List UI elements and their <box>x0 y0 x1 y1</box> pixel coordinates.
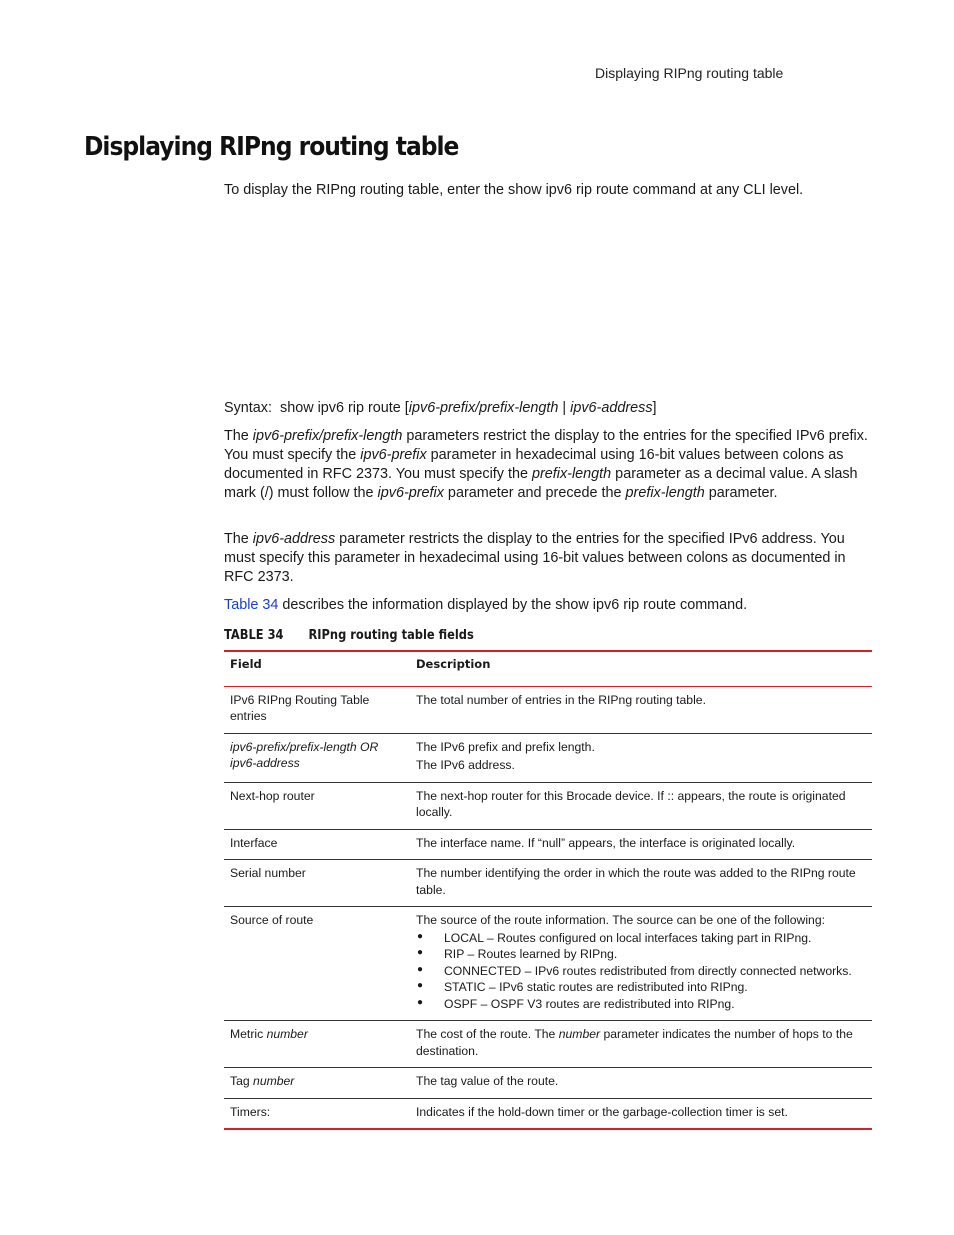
description-cell: The number identifying the order in which the route was added to the RIPng route table. <box>410 860 872 907</box>
field-cell: Source of route <box>224 907 410 1021</box>
param-name: ipv6-prefix <box>360 447 427 463</box>
table-row <box>224 860 872 907</box>
syntax-separator: | <box>558 400 571 416</box>
text: The <box>224 428 253 444</box>
text: The cost of the route. The <box>416 1027 559 1041</box>
table-row <box>224 686 872 733</box>
prefix-parameter-paragraph <box>224 427 872 503</box>
description-cell <box>410 733 872 782</box>
field-text: Metric <box>230 1027 267 1041</box>
table-row <box>224 782 872 829</box>
param-name: number <box>558 1027 601 1041</box>
text: parameter indicates the number of hops to the destination. <box>416 1027 853 1058</box>
description-line: The IPv6 prefix and prefix length. <box>416 739 595 754</box>
description-cell: The total number of entries in the RIPng routing table. <box>410 686 872 733</box>
table-row <box>224 1098 872 1129</box>
field-cell <box>224 1068 410 1099</box>
intro-text-before: To display the RIPng routing table, enter the <box>224 182 508 198</box>
table-number: TABLE 34 <box>224 628 284 643</box>
table-caption <box>224 628 794 643</box>
table-row <box>224 1021 872 1068</box>
field-param: ipv6-prefix/prefix-length OR ipv6-address <box>230 739 379 770</box>
text: describes the information displayed by the <box>278 597 556 613</box>
intro-paragraph <box>224 181 872 200</box>
text: parameter as a decimal value. A slash mark (/) must follow the <box>224 466 858 501</box>
field-cell <box>224 1021 410 1068</box>
header-field: Field <box>224 651 410 686</box>
address-parameter-paragraph <box>224 530 872 587</box>
description-cell <box>410 907 872 1021</box>
description-cell: The interface name. If “null” appears, the interface is originated locally. <box>410 829 872 860</box>
page-title: Displaying RIPng routing table <box>84 132 459 162</box>
text: The <box>224 531 253 547</box>
list-item: ● STATIC – IPv6 static routes are redistributed into RIPng. <box>416 979 866 996</box>
param-name: prefix-length <box>531 466 612 482</box>
list-item: ● LOCAL – Routes configured on local interfaces taking part in RIPng. <box>416 930 866 947</box>
text: parameter in hexadecimal using 16-bit values between colons as documented in RFC 2373. You must specify the <box>224 447 844 482</box>
param-name: ipv6-prefix <box>377 485 444 501</box>
syntax-label: Syntax: <box>224 400 272 416</box>
running-header: Displaying RIPng routing table <box>595 65 784 81</box>
field-cell: Timers: <box>224 1098 410 1129</box>
text: parameter and precede the <box>443 485 626 501</box>
description-line: The IPv6 address. <box>416 758 515 772</box>
table-row <box>224 907 872 1021</box>
param-name: ipv6-address <box>252 531 336 547</box>
table-34-link[interactable]: Table 34 <box>224 597 279 613</box>
param-name: ipv6-prefix/prefix-length <box>252 428 403 444</box>
table-reference-paragraph <box>224 596 872 615</box>
syntax-close-bracket: ] <box>652 400 657 416</box>
table-header-row <box>224 651 872 686</box>
intro-command: show ipv6 rip route <box>508 182 629 198</box>
text: parameter. <box>704 485 778 501</box>
intro-text-after: command at any CLI level. <box>628 182 804 198</box>
fields-table <box>224 650 872 1130</box>
param-name: prefix-length <box>625 485 705 501</box>
table-row <box>224 733 872 782</box>
field-cell <box>224 733 410 782</box>
header-description: Description <box>410 651 872 686</box>
description-cell: The tag value of the route. <box>410 1068 872 1099</box>
syntax-open-bracket: [ <box>400 400 409 416</box>
text: parameter restricts the display to the entries for the specified IPv6 address. You must specify this parameter in hexadecimal using 16-bit values between colons as documented in RFC 2373. <box>224 531 846 585</box>
field-cell: Serial number <box>224 860 410 907</box>
description-cell: The next-hop router for this Brocade device. If :: appears, the route is originated locally. <box>410 782 872 829</box>
table-title: RIPng routing table fields <box>308 628 474 643</box>
field-cell: IPv6 RIPng Routing Table entries <box>224 686 410 733</box>
field-cell: Next-hop router <box>224 782 410 829</box>
field-param: number <box>253 1074 295 1088</box>
field-cell: Interface <box>224 829 410 860</box>
syntax-command: show ipv6 rip route <box>280 400 401 416</box>
description-cell <box>410 1021 872 1068</box>
field-text: Tag <box>230 1074 254 1088</box>
syntax-param-address: ipv6-address <box>570 400 653 416</box>
text: command. <box>676 597 748 613</box>
table-row <box>224 1068 872 1099</box>
list-item: ● OSPF – OSPF V3 routes are redistributed into RIPng. <box>416 996 866 1013</box>
syntax-param-prefix: ipv6-prefix/prefix-length <box>408 400 559 416</box>
list-item: ● RIP – Routes learned by RIPng. <box>416 946 866 963</box>
description-cell: Indicates if the hold-down timer or the garbage-collection timer is set. <box>410 1098 872 1129</box>
table-row <box>224 829 872 860</box>
text: parameters restrict the display to the entries for the specified IPv6 prefix. You must specify the <box>224 428 868 463</box>
para3-command: show ipv6 rip route <box>555 597 676 613</box>
source-list <box>416 930 866 1013</box>
description-line: The source of the route information. The source can be one of the following: <box>416 913 825 927</box>
field-param: number <box>266 1027 308 1041</box>
syntax-line <box>224 399 872 418</box>
list-item: ● CONNECTED – IPv6 routes redistributed from directly connected networks. <box>416 963 866 980</box>
